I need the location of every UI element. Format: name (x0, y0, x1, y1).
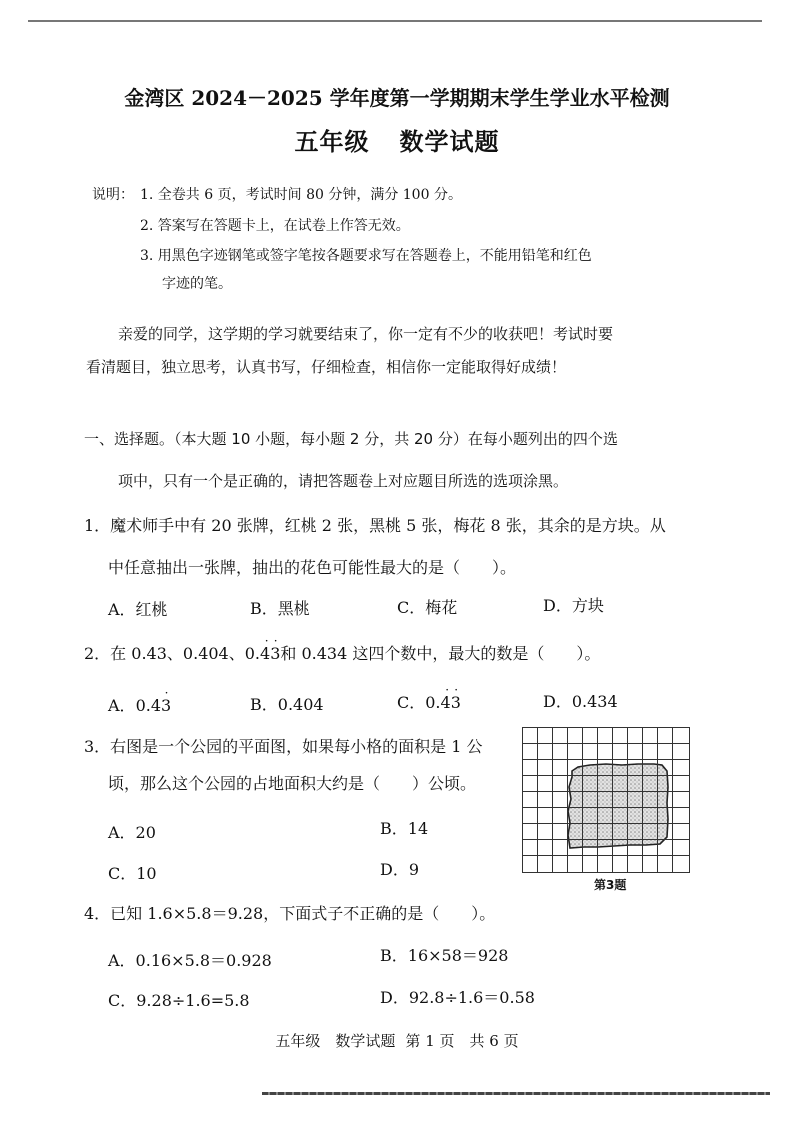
intro-line-2: 看清题目，独立思考，认真书写，仔细检查，相信你一定能取得好成绩！ (86, 358, 567, 376)
number-0-404: 0.404 (182, 644, 229, 663)
number-0-43: 0.43 (131, 644, 167, 663)
figure-caption: 第3题 (594, 878, 627, 892)
question-4-stem: 4．已知 1.6×5.8＝9.28，下面式子不正确的是（ ）。 (84, 904, 496, 923)
question-3-line-1: 3．右图是一个公园的平面图，如果每小格的面积是 1 公 (84, 737, 483, 756)
exam-subtitle (0, 122, 794, 157)
subtitle-grade: 五年级 (294, 127, 370, 156)
note-item-3-line-2: 字迹的笔。 (162, 276, 232, 292)
question-2-option-a: A．0.43 · (108, 686, 172, 715)
repeat-dot: · (273, 634, 278, 648)
note-item-1: 1. 全卷共 6 页，考试时间 80 分钟，满分 100 分。 (140, 187, 462, 203)
question-1-line-1: 1．魔术师手中有 20 张牌，红桃 2 张，黑桃 5 张，梅花 8 张，其余的是方块。从 (84, 516, 666, 535)
question-2-option-b: B．0.404 (250, 695, 324, 714)
bottom-rule (262, 1092, 770, 1095)
page-footer (0, 1030, 794, 1051)
repeat-dot: · (445, 683, 450, 697)
question-3-option-d: D．9 (380, 860, 420, 879)
question-4-option-c: C．9.28÷1.6=5.8 (108, 991, 250, 1010)
question-1-option-a: A．红桃 (108, 600, 168, 619)
repeat-dot: · (454, 683, 459, 697)
notes-label: 说明： (92, 187, 134, 203)
note-item-2: 2. 答案写在答题卡上，在试卷上作答无效。 (140, 218, 410, 234)
intro-line-1: 亲爱的同学，这学期的学习就要结束了，你一定有不少的收获吧！考试时要 (118, 325, 614, 343)
question-3-option-c: C．10 (108, 864, 157, 883)
question-2-stem: 2．在 0.43、0.404、0.43 · · 和 0.434 这四个数中，最大的数是（ ）。 (84, 634, 601, 663)
repeat-dot: · (264, 634, 269, 648)
exam-title: 金湾区 2024－2025 学年度第一学期期末学生学业水平检测 (124, 86, 670, 110)
question-1-line-2: 中任意抽出一张牌，抽出的花色可能性最大的是（ ）。 (108, 558, 517, 577)
section-1-heading: 一、选择题。（本大题 10 小题，每小题 2 分，共 20 分）在每小题列出的四个选 (84, 430, 618, 448)
question-3-option-a: A．20 (108, 823, 156, 842)
question-1-option-c: C．梅花 (397, 598, 458, 617)
question-3-line-2: 顷，那么这个公园的占地面积大约是（ ）公顷。 (108, 774, 477, 793)
question-2-option-d: D．0.434 (543, 692, 618, 711)
repeating-decimal-0-43: 0.43 · · (244, 634, 281, 663)
question-4-option-d: D．92.8÷1.6＝0.58 (380, 988, 535, 1007)
question-2-option-c: C．0.43 · · (397, 683, 461, 712)
question-3-option-b: B．14 (380, 819, 429, 838)
subtitle-subject: 数学试题 (399, 127, 500, 156)
repeat-dot: · (164, 686, 169, 700)
park-grid (522, 727, 690, 873)
footer-title: 五年级 数学试题 (275, 1032, 396, 1050)
question-4-option-b: B．16×58＝928 (380, 946, 509, 965)
section-1-instruction: 项中，只有一个是正确的，请把答题卷上对应题目所选的选项涂黑。 (118, 472, 569, 490)
question-1-option-b: B．黑桃 (250, 599, 310, 618)
question-1-option-d: D．方块 (543, 596, 604, 615)
footer-page-number: 第 1 页 共 6 页 (405, 1032, 519, 1050)
top-rule (28, 20, 762, 22)
note-item-3-line-1: 3. 用黑色字迹钢笔或签字笔按各题要求写在答题卷上，不能用铅笔和红色 (140, 248, 592, 264)
park-grid-figure (522, 727, 690, 877)
question-4-option-a: A．0.16×5.8＝0.928 (108, 951, 272, 970)
